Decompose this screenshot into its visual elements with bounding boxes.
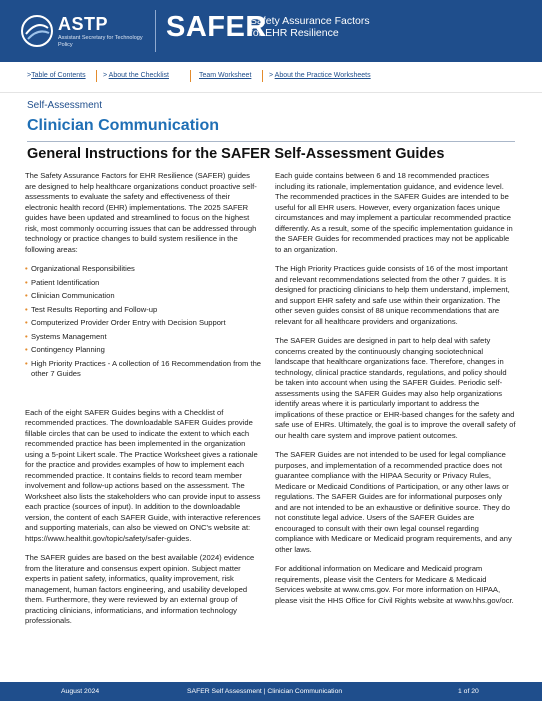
safer-brand: SAFER bbox=[166, 11, 267, 43]
bullet-icon: • bbox=[25, 318, 28, 327]
footer-document-title: SAFER Self Assessment | Clinician Communication bbox=[187, 688, 343, 695]
legal-disclaimer-paragraph: The SAFER Guides are not intended to be used for legal compliance purposes, and implementation of a recommended practice does not guarantee compliance with the HIPAA Security or Privacy Rules, Medicare or Medicaid Conditions of Participation, or any other laws or regulations. The SAFER Guides are for informational purposes only and are not intended to be an exhaustive or definitive source. They do not constitute legal advice. Users of the SAFER Guides are encouraged to consult with their own legal counsel regarding compliance with Medicare or Medicaid program requirements, and any other laws. bbox=[275, 450, 512, 554]
footer-page-number: 1 of 20 bbox=[458, 688, 479, 695]
logo-subtitle: Assistant Secretary for Technology Policy bbox=[58, 35, 143, 48]
bullet-icon: • bbox=[25, 291, 28, 300]
nav-label: Table of Contents bbox=[31, 72, 86, 79]
list-item bbox=[25, 345, 263, 356]
nav-label: About the Practice Worksheets bbox=[274, 72, 371, 79]
nav-label: About the Checklist bbox=[108, 72, 169, 79]
evidence-paragraph: The SAFER guides are based on the best available (2024) evidence from the literature and consensus expert opinion. Subject matter experts in patient safety, informatics, quality improvement, risk management, human factors engineering, and usability developed them. Furthermore, they were reviewed by an external group of practicing clinicians, informaticians, and information technology professionals. bbox=[25, 553, 255, 625]
bullet-icon: • bbox=[25, 331, 28, 341]
top-nav bbox=[0, 62, 542, 93]
nav-table-of-contents[interactable] bbox=[27, 72, 86, 79]
checklist-paragraph: Each of the eight SAFER Guides begins with a Checklist of recommended practices. The downloadable SAFER Guides provide fillable circles that can be used to indicate the extent to which each recommended practice has been implemented in the organization using a 5-point Likert scale. The Practice Worksheet gives a rationale for the practice and provides examples of how to implement each recommended practice. It contains fields to record team member involvement and follow-up actions based on the assessment. The Worksheet also lists the stakeholders who can provide input to assess each practice (sources of input). In addition to the downloadable version, the content of each SAFER Guide, with interactive references and supporting materials, can also be viewed on ONC's website at: https://www.healthit.gov/topic/safety/safer-guides. bbox=[25, 407, 261, 543]
guide-label: Clinician Communication bbox=[31, 291, 115, 300]
list-item bbox=[25, 305, 263, 316]
guide-label: Test Results Reporting and Follow-up bbox=[31, 304, 158, 314]
guide-label: High Priority Practices - A collection of 16 Recommendation from the other 7 Guides bbox=[31, 358, 262, 378]
safer-brand-subtitle bbox=[250, 15, 410, 39]
sociotechnical-paragraph: The SAFER Guides are designed in part to help deal with safety concerns created by the continuously changing sociotechnical landscape that healthcare organizations face. Therefore, changes in technology, clinical practice standards, regulations, and policy should be taken into account when using the SAFER Guides. Periodic self-assessments using the SAFER Guides may also help organizations identify areas where it is particularly important to address the implications of these practice or EHR-based changes for the safety and safe use of EHRs. Ultimately, the goal is to improve the overall safety of our health care system and improve patient outcomes. bbox=[275, 336, 516, 440]
nav-prefix: > bbox=[269, 72, 275, 79]
astp-logo-icon bbox=[20, 14, 54, 48]
nav-about-checklist[interactable] bbox=[103, 72, 169, 79]
intro-paragraph: The Safety Assurance Factors for EHR Resilience (SAFER) guides are designed to help healthcare organizations conduct proactive self-assessments to evaluate the safety and effectiveness of their electronic health record (EHR) implementations. The 2025 SAFER guides have been updated and streamlined to focus on the highest risk, most commonly occurring issues that can be addressed through technology or practice changes to build system resilience in the following areas: bbox=[25, 171, 257, 254]
bullet-icon: • bbox=[25, 345, 28, 354]
logo-name: ASTP bbox=[58, 14, 109, 34]
list-item bbox=[25, 332, 263, 343]
brand-sub-line2: for EHR Resilience bbox=[250, 27, 339, 39]
guides-list bbox=[25, 264, 263, 380]
nav-label: Team Worksheet bbox=[199, 72, 252, 79]
footer-date: August 2024 bbox=[61, 688, 100, 695]
bullet-icon: • bbox=[25, 264, 28, 273]
guide-label: Computerized Provider Order Entry with Decision Support bbox=[31, 318, 226, 327]
nav-prefix: > bbox=[103, 72, 109, 79]
bullet-icon: • bbox=[25, 358, 28, 368]
nav-about-practice-worksheets[interactable] bbox=[269, 72, 371, 79]
additional-info-paragraph: For additional information on Medicare and Medicaid program requirements, please visit the Centers for Medicare & Medicaid Services website at www.cms.gov. For more information on HIPAA, please visit the HHS Office for Civil Rights website at www.hhs.gov/ocr. bbox=[275, 564, 514, 605]
footer-bar bbox=[0, 682, 542, 701]
section-label: Self-Assessment bbox=[27, 100, 103, 111]
nav-prefix: > bbox=[27, 72, 32, 79]
bullet-icon: • bbox=[25, 277, 28, 287]
guide-label: Organizational Responsibilities bbox=[31, 264, 135, 273]
list-item bbox=[25, 264, 263, 275]
left-column bbox=[25, 171, 263, 636]
guide-label: Systems Management bbox=[31, 331, 107, 341]
list-item bbox=[25, 278, 263, 289]
list-item bbox=[25, 318, 263, 329]
high-priority-paragraph: The High Priority Practices guide consists of 16 of the most important and relevant recommendations selected from the other 7 guides. It is designed for practicing clinicians to help them understand, implement, and support EHR safety and safe use within their organization. The other seven guides consist of 88 unique recommendations that are relevant for all healthcare providers and organizations. bbox=[275, 264, 510, 326]
bullet-icon: • bbox=[25, 304, 28, 314]
brand-sub-line1: Safety Assurance Factors bbox=[250, 15, 370, 27]
astp-logo[interactable] bbox=[20, 14, 143, 50]
guide-label: Patient Identification bbox=[31, 277, 100, 287]
practices-paragraph: Each guide contains between 6 and 18 recommended practices including its rationale, implementation guidance, and evidence level. The recommended practices in the SAFER Guides are intended to be useful for all EHR users. However, every organization faces unique circumstances and may implement a particular recommended practice differently. As a result, some of the specific implementation guidance in the SAFER Guides for recommended practices may not be applicable to an organization. bbox=[275, 171, 513, 254]
header-divider bbox=[155, 10, 156, 52]
header-banner bbox=[0, 0, 542, 62]
page-title: Clinician Communication bbox=[27, 117, 220, 134]
right-column bbox=[275, 171, 516, 615]
guide-label: Contingency Planning bbox=[31, 345, 105, 354]
nav-separator bbox=[190, 70, 191, 82]
main-heading: General Instructions for the SAFER Self-Assessment Guides bbox=[27, 146, 445, 162]
nav-separator bbox=[262, 70, 263, 82]
nav-team-worksheet[interactable] bbox=[199, 72, 251, 79]
title-divider bbox=[27, 141, 515, 142]
list-item bbox=[25, 359, 263, 380]
nav-separator bbox=[96, 70, 97, 82]
list-item bbox=[25, 291, 263, 302]
